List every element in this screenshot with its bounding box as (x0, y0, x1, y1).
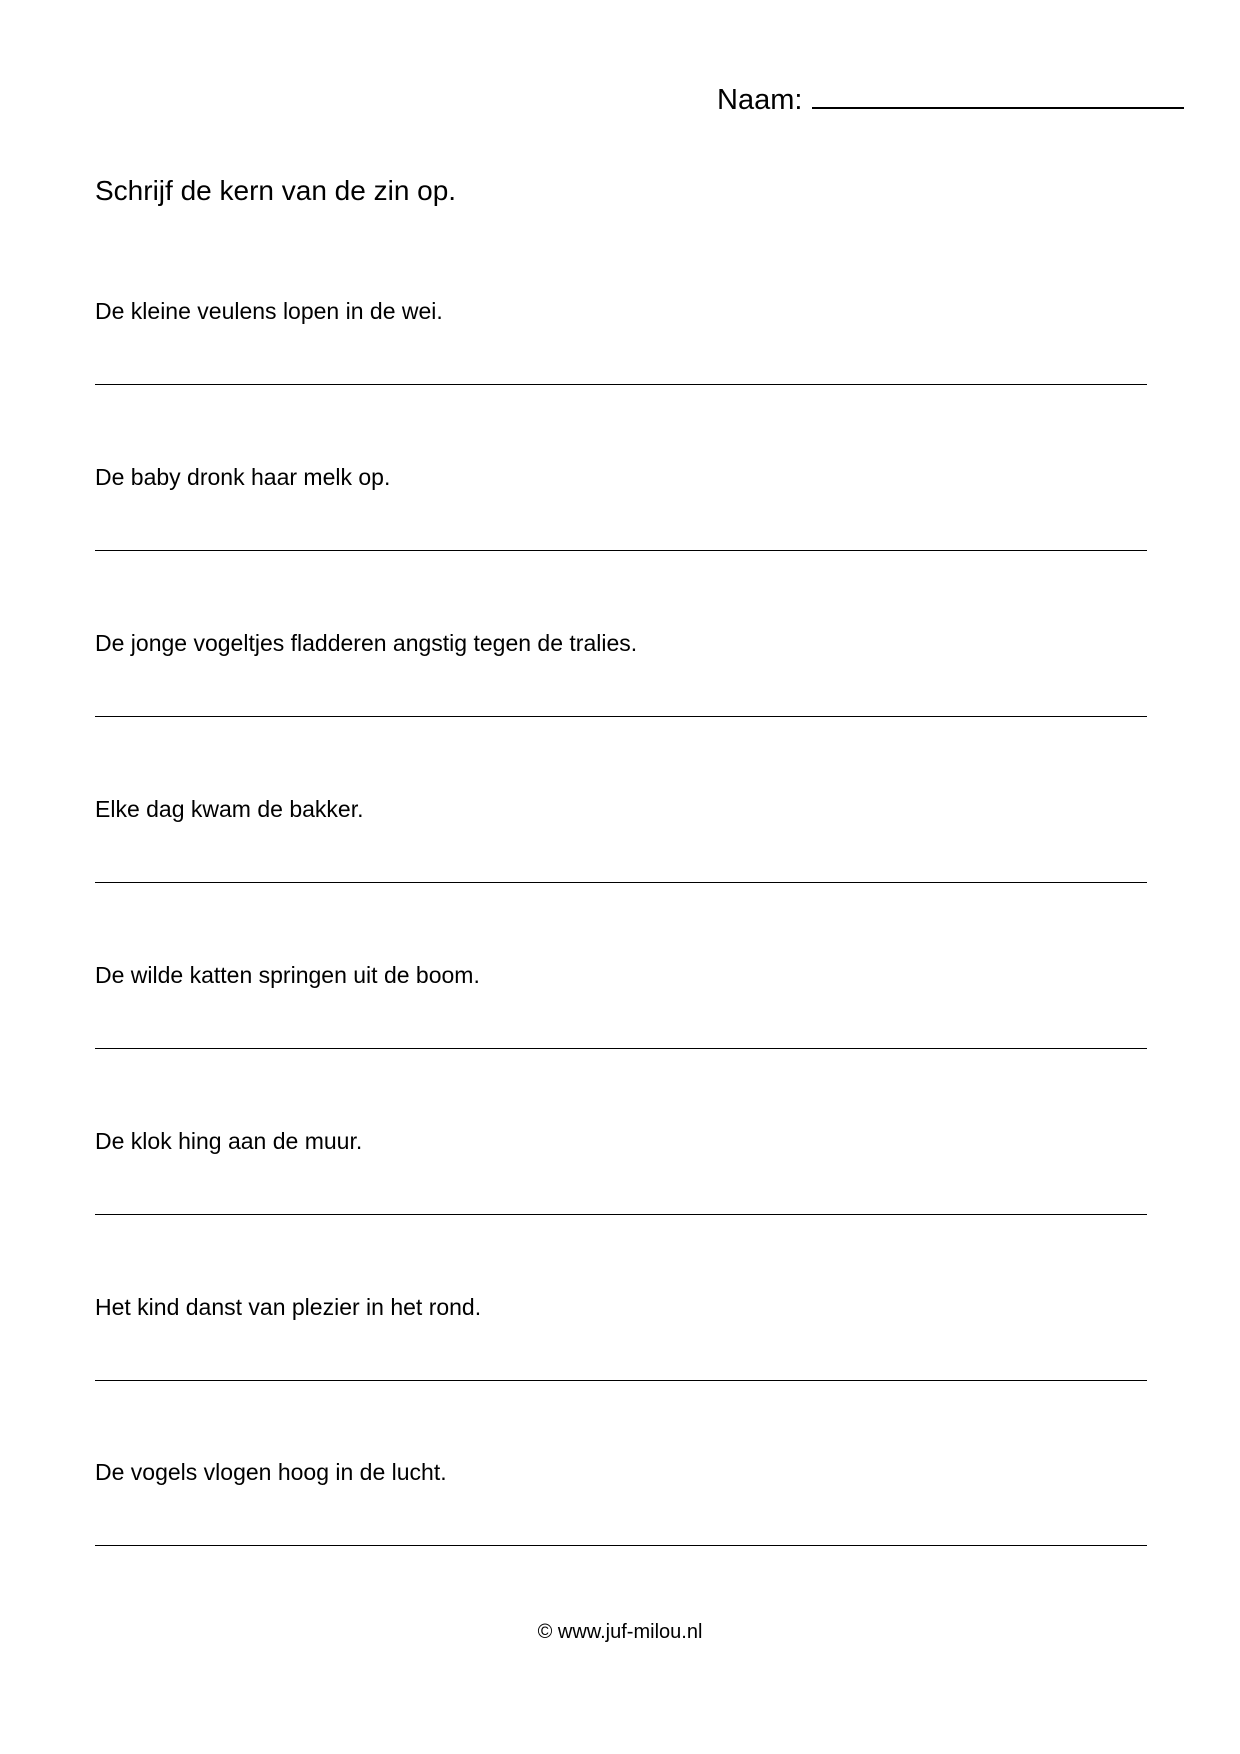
name-blank-line (812, 107, 1184, 109)
exercise-sentence: De wilde katten springen uit de boom. (95, 962, 480, 988)
answer-line (95, 1048, 1147, 1049)
instruction-text: Schrijf de kern van de zin op. (95, 175, 457, 206)
exercise-item (95, 628, 1147, 738)
exercise-item (95, 794, 1147, 904)
exercise-sentence: Elke dag kwam de bakker. (95, 796, 364, 822)
exercise-sentence: De jonge vogeltjes fladderen angstig tegen de tralies. (95, 630, 638, 656)
exercise-sentence: Het kind danst van plezier in het rond. (95, 1294, 482, 1320)
exercise-sentence: De vogels vlogen hoog in de lucht. (95, 1459, 447, 1485)
copyright-footer: © www.juf-milou.nl (537, 1621, 703, 1643)
answer-line (95, 1545, 1147, 1546)
answer-line (95, 1214, 1147, 1215)
exercise-item (95, 462, 1147, 572)
name-label: Naam: (717, 84, 803, 116)
exercise-sentence: De kleine veulens lopen in de wei. (95, 298, 443, 324)
answer-line (95, 550, 1147, 551)
name-field (717, 82, 1184, 118)
answer-line (95, 716, 1147, 717)
answer-line (95, 882, 1147, 883)
exercise-item (95, 1126, 1147, 1236)
exercise-item (95, 1292, 1147, 1402)
answer-line (95, 1380, 1147, 1381)
exercise-sentence: De baby dronk haar melk op. (95, 464, 391, 490)
exercise-item (95, 296, 1147, 406)
exercise-item (95, 960, 1147, 1070)
exercise-item (95, 1457, 1147, 1567)
exercise-sentence: De klok hing aan de muur. (95, 1128, 363, 1154)
answer-line (95, 384, 1147, 385)
